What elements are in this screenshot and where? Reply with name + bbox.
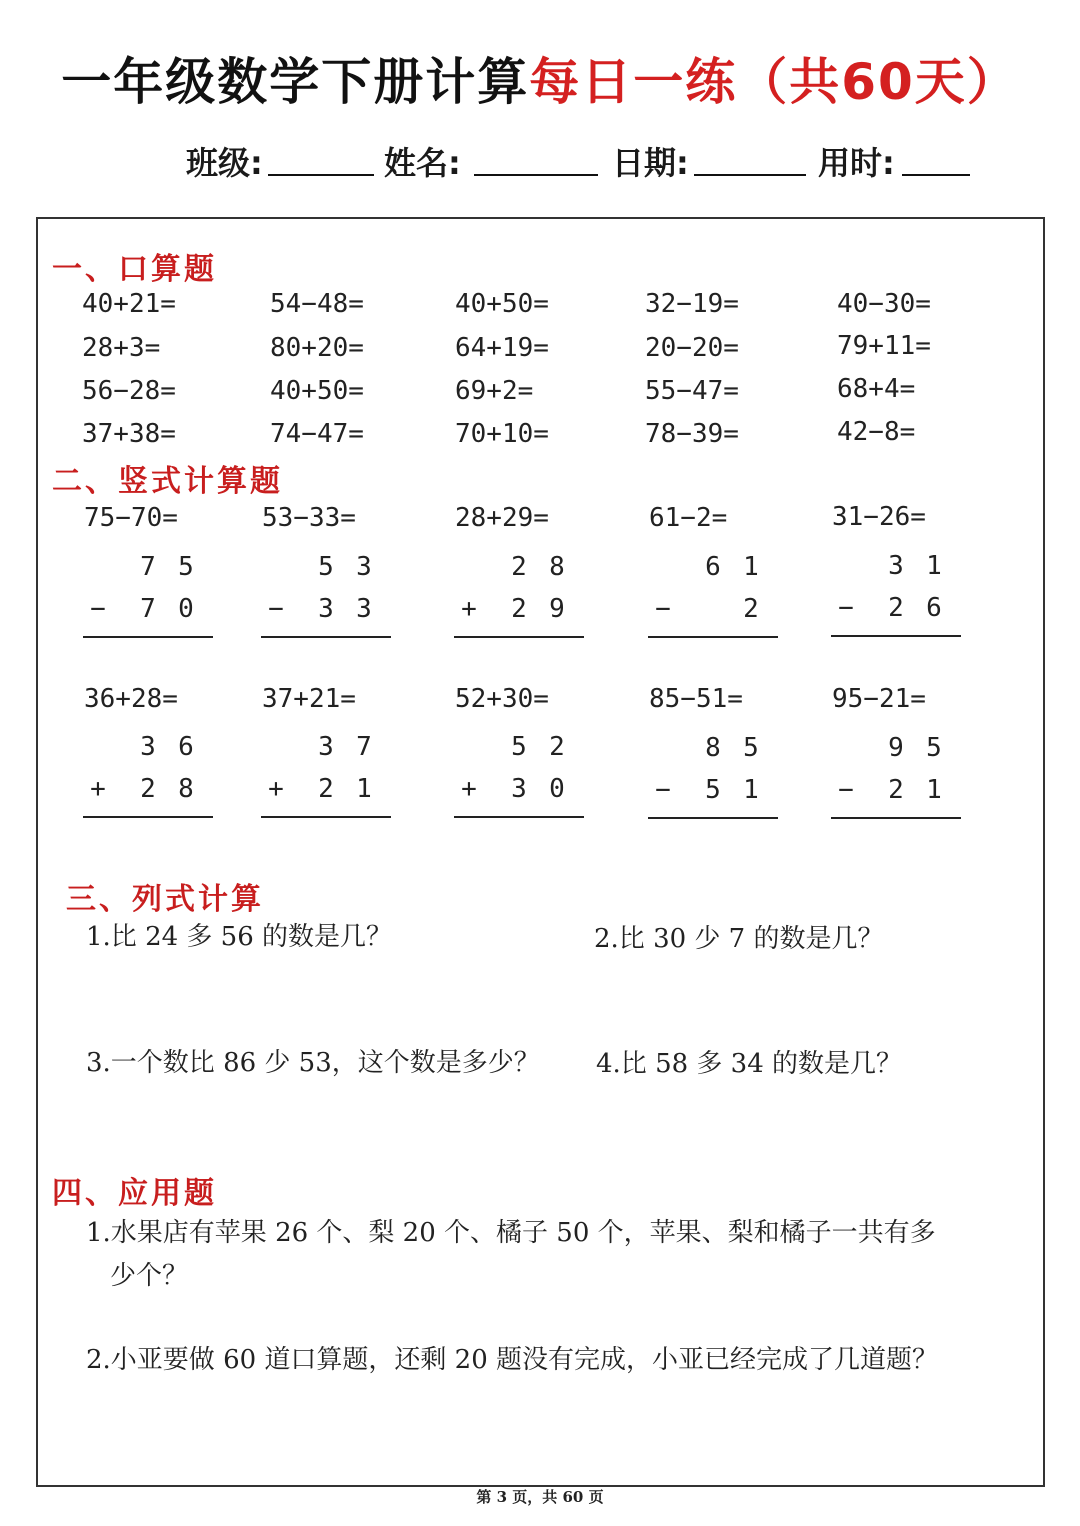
top-tens-digit: 5: [511, 732, 527, 762]
oral-equation: 28+3=: [82, 333, 161, 363]
top-tens-digit: 3: [318, 732, 334, 762]
operator-sign: +: [90, 774, 106, 804]
formula-question-2: 2.比 30 少 7 的数是几？: [594, 924, 884, 954]
top-ones-digit: 5: [743, 733, 759, 763]
top-ones-digit: 3: [356, 552, 372, 582]
oral-equation: 42−8=: [837, 417, 916, 447]
answer-line: [648, 817, 778, 819]
top-tens-digit: 9: [888, 733, 904, 763]
bottom-tens-digit: 2: [318, 774, 334, 804]
date-label: 日期:: [612, 144, 689, 182]
vertical-calc: [831, 551, 961, 641]
section2-heading: 二、竖式计算题: [52, 464, 283, 499]
vertical-equation: 53−33=: [262, 503, 356, 533]
vertical-equation: 28+29=: [455, 503, 549, 533]
formula-question-4: 4.比 58 多 34 的数是几？: [596, 1049, 903, 1079]
bottom-ones-digit: 1: [926, 775, 942, 805]
bottom-ones-digit: 0: [549, 774, 565, 804]
oral-equation: 56−28=: [82, 376, 176, 406]
word-problem-1-line2: 少个？: [110, 1261, 189, 1291]
answer-line: [831, 817, 961, 819]
page-footer: 第 3 页，共 60 页: [476, 1488, 604, 1506]
vertical-equation: 61−2=: [649, 503, 728, 533]
top-ones-digit: 5: [926, 733, 942, 763]
oral-equation: 32−19=: [645, 289, 739, 319]
operator-sign: −: [655, 594, 671, 624]
time-label: 用时:: [818, 144, 895, 182]
oral-equation: 79+11=: [837, 331, 931, 361]
bottom-tens-digit: 2: [140, 774, 156, 804]
bottom-tens-digit: 3: [318, 594, 334, 624]
bottom-ones-digit: 1: [356, 774, 372, 804]
top-tens-digit: 5: [318, 552, 334, 582]
bottom-ones-digit: 0: [178, 594, 194, 624]
operator-sign: −: [268, 594, 284, 624]
section3-heading: 三、列式计算: [66, 882, 264, 917]
top-tens-digit: 2: [511, 552, 527, 582]
bottom-tens-digit: 5: [705, 775, 721, 805]
oral-equation: 78−39=: [645, 419, 739, 449]
vertical-calc: [261, 552, 391, 642]
oral-equation: 64+19=: [455, 333, 549, 363]
answer-line: [454, 636, 584, 638]
vertical-calc: [454, 552, 584, 642]
section1-heading: 一、口算题: [52, 252, 217, 287]
name-label: 姓名:: [384, 144, 461, 182]
vertical-calc: [648, 552, 778, 642]
answer-line: [648, 636, 778, 638]
bottom-ones-digit: 2: [743, 594, 759, 624]
formula-question-1: 1.比 24 多 56 的数是几？: [86, 922, 393, 952]
oral-equation: 68+4=: [837, 374, 916, 404]
top-ones-digit: 5: [178, 552, 194, 582]
answer-line: [261, 816, 391, 818]
class-blank[interactable]: [268, 174, 374, 176]
word-problem-2: 2.小亚要做 60 道口算题，还剩 20 题没有完成，小亚已经完成了几道题？: [86, 1345, 939, 1375]
worksheet-title: [0, 42, 1080, 114]
vertical-calc: [83, 552, 213, 642]
oral-equation: 37+38=: [82, 419, 176, 449]
section4-heading: 四、应用题: [52, 1176, 217, 1211]
title-part2: 每日一练（共60天）: [529, 53, 1019, 111]
oral-equation: 74−47=: [270, 419, 364, 449]
answer-line: [831, 635, 961, 637]
bottom-tens-digit: 7: [140, 594, 156, 624]
bottom-ones-digit: 1: [743, 775, 759, 805]
operator-sign: −: [838, 775, 854, 805]
time-blank[interactable]: [902, 174, 970, 176]
top-tens-digit: 3: [888, 551, 904, 581]
operator-sign: −: [90, 594, 106, 624]
bottom-ones-digit: 8: [178, 774, 194, 804]
formula-question-3: 3.一个数比 86 少 53，这个数是多少？: [86, 1048, 540, 1078]
operator-sign: −: [655, 775, 671, 805]
operator-sign: +: [268, 774, 284, 804]
vertical-calc: [261, 732, 391, 822]
top-ones-digit: 1: [926, 551, 942, 581]
oral-equation: 20−20=: [645, 333, 739, 363]
bottom-ones-digit: 3: [356, 594, 372, 624]
oral-equation: 40+50=: [455, 289, 549, 319]
bottom-ones-digit: 6: [926, 593, 942, 623]
bottom-tens-digit: 2: [888, 593, 904, 623]
operator-sign: −: [838, 593, 854, 623]
oral-equation: 40−30=: [837, 289, 931, 319]
top-tens-digit: 8: [705, 733, 721, 763]
bottom-tens-digit: 3: [511, 774, 527, 804]
vertical-equation: 85−51=: [649, 684, 743, 714]
top-tens-digit: 7: [140, 552, 156, 582]
vertical-calc: [648, 733, 778, 823]
vertical-calc: [454, 732, 584, 822]
bottom-tens-digit: 2: [511, 594, 527, 624]
vertical-calc: [83, 732, 213, 822]
answer-line: [454, 816, 584, 818]
oral-equation: 55−47=: [645, 376, 739, 406]
operator-sign: +: [461, 774, 477, 804]
oral-equation: 40+21=: [82, 289, 176, 319]
operator-sign: +: [461, 594, 477, 624]
top-tens-digit: 6: [705, 552, 721, 582]
vertical-calc: [831, 733, 961, 823]
vertical-equation: 31−26=: [832, 502, 926, 532]
oral-equation: 54−48=: [270, 289, 364, 319]
title-part1: 一年级数学下册计算: [61, 53, 530, 111]
date-blank[interactable]: [694, 174, 806, 176]
answer-line: [83, 816, 213, 818]
bottom-tens-digit: 2: [888, 775, 904, 805]
word-problem-1-line1: 1.水果店有苹果 26 个、梨 20 个、橘子 50 个，苹果、梨和橘子一共有多: [86, 1218, 936, 1248]
top-ones-digit: 6: [178, 732, 194, 762]
vertical-equation: 36+28=: [84, 684, 178, 714]
vertical-equation: 52+30=: [455, 684, 549, 714]
worksheet-frame: [36, 217, 1045, 1487]
top-tens-digit: 3: [140, 732, 156, 762]
oral-equation: 40+50=: [270, 376, 364, 406]
oral-equation: 80+20=: [270, 333, 364, 363]
vertical-equation: 95−21=: [832, 684, 926, 714]
top-ones-digit: 8: [549, 552, 565, 582]
top-ones-digit: 1: [743, 552, 759, 582]
oral-equation: 69+2=: [455, 376, 534, 406]
oral-equation: 70+10=: [455, 419, 549, 449]
class-label: 班级:: [186, 144, 263, 182]
answer-line: [83, 636, 213, 638]
bottom-ones-digit: 9: [549, 594, 565, 624]
vertical-equation: 75−70=: [84, 503, 178, 533]
top-ones-digit: 7: [356, 732, 372, 762]
name-blank[interactable]: [474, 174, 598, 176]
answer-line: [261, 636, 391, 638]
top-ones-digit: 2: [549, 732, 565, 762]
vertical-equation: 37+21=: [262, 684, 356, 714]
